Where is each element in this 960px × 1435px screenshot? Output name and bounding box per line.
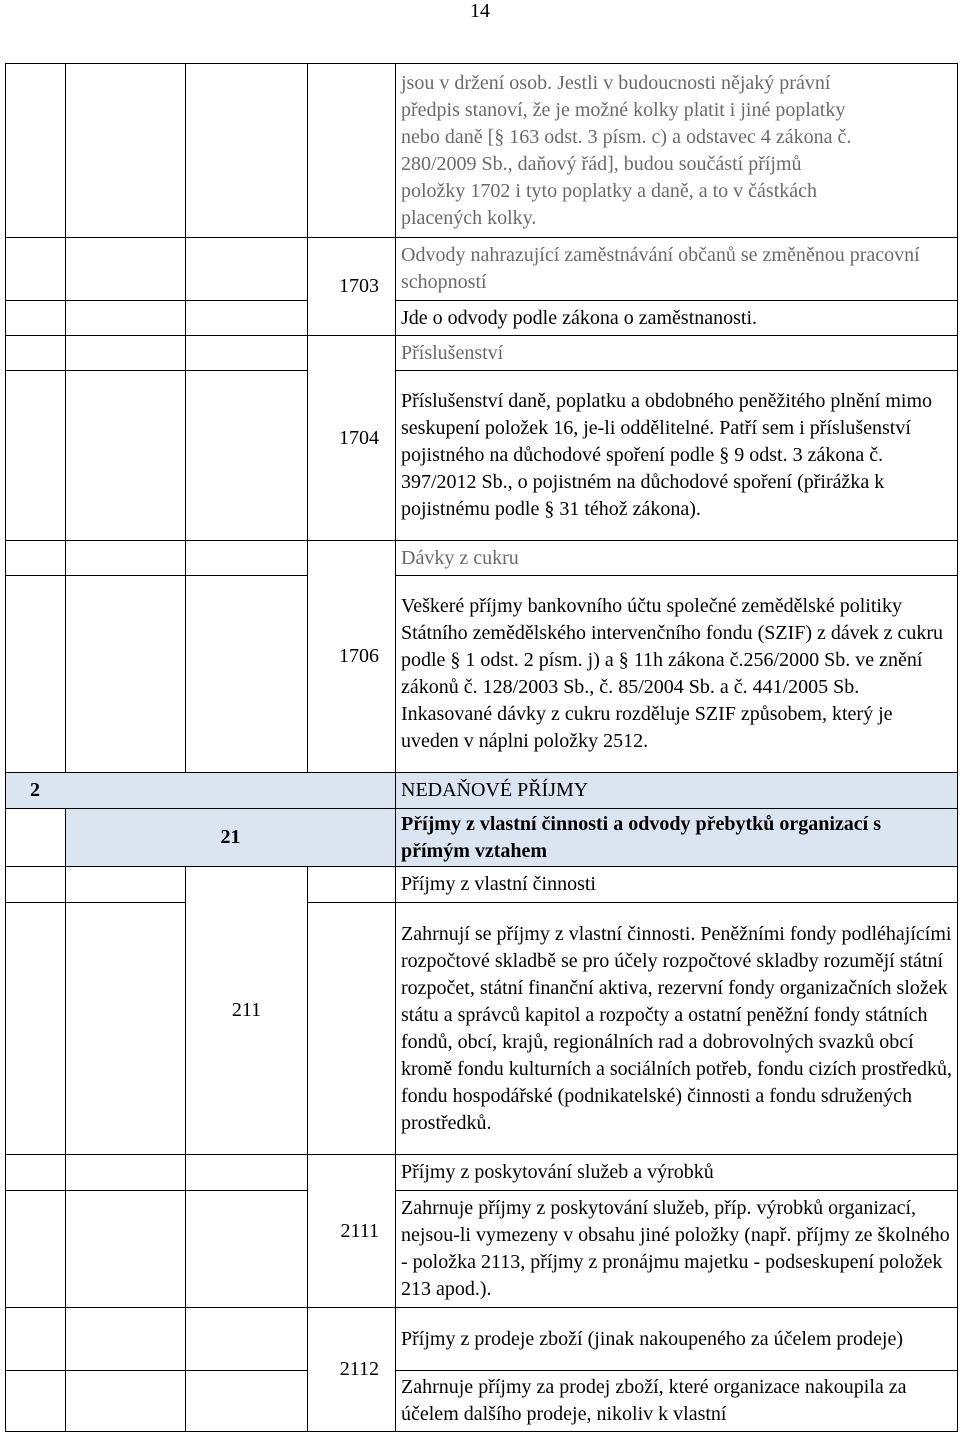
subgroup-title: Příjmy z vlastní činnosti — [396, 867, 958, 903]
item-code: 1706 — [308, 541, 396, 773]
item-title: Příslušenství — [396, 336, 958, 371]
item-description: Zahrnuje příjmy za prodej zboží, které organizace nakoupila za účelem dalšího prodeje, nikoliv k vlastní — [396, 1371, 958, 1432]
item-title: Dávky z cukru — [396, 541, 958, 576]
subgroup-description: Zahrnují se příjmy z vlastní činnosti. Peněžními fondy podléhajícími rozpočtové skladbě se pro účely rozpočtové skladby rozumějí státní rozpočet, státní finanční aktiva, rezervní fondy organizačních složek státu a správců kapitol a rozpočty a ostatní peněžní fondy státních fondů, obcí, krajů, regionálních rad a dobrovolných svazků obcí kromě fondu kulturních a sociálních potřeb, fondu cizích prostředků, fondu hospodářské (podnikatelské) činnosti a fondu sdružených prostředků. — [396, 903, 958, 1155]
item-code: 2111 — [308, 1155, 396, 1308]
item-description: Veškeré příjmy bankovního účtu společné zemědělské politiky Státního zemědělského intervenčního fondu (SZIF) z dávek z cukru podle § 1 odst. 2 písm. j) a § 11h zákona č.256/2000 Sb. ve znění zákonů č. 128/2003 Sb., č. 85/2004 Sb. a č. 441/2005 Sb. Inkasované dávky z cukru rozděluje SZIF způsobem, který je uveden v náplni položky 2512. — [396, 576, 958, 773]
group-code: 21 — [66, 809, 396, 867]
item-code: 1704 — [308, 336, 396, 541]
group-title: Příjmy z vlastní činnosti a odvody přebytků organizací s přímým vztahem — [396, 809, 958, 867]
budget-classification-table — [5, 63, 957, 1432]
class-code: 2 — [6, 773, 396, 809]
item-description: Zahrnuje příjmy z poskytování služeb, příp. výrobků organizací, nejsou-li vymezeny v obsahu jiné položky (např. příjmy ze školného - položka 2113, příjmy z pronájmu majetku - podseskupení položek 213 apod.). — [396, 1191, 958, 1308]
item-description: Příslušenství daně, poplatku a obdobného peněžitého plnění mimo seskupení položek 16, je-li oddělitelné. Patří sem i příslušenství pojistného na důchodové spoření podle § 9 odst. 3 zákona č. 397/2012 Sb., o pojistném na důchodové spoření (přirážka k pojistnému podle § 31 téhož zákona). — [396, 371, 958, 541]
subgroup-code: 211 — [186, 867, 308, 1155]
item-title: Odvody nahrazující zaměstnávání občanů se změněnou pracovní schopností — [396, 238, 958, 301]
item-description: Jde o odvody podle zákona o zaměstnanosti. — [396, 301, 958, 336]
page-number: 14 — [470, 0, 490, 22]
continuation-text: jsou v držení osob. Jestli v budoucnosti nějaký právní předpis stanoví, že je možné kolky platit i jiné poplatky nebo daně [§ 163 odst. 3 písm. c) a odstavec 4 zákona č. 280/2009 Sb., daňový řád], budou součástí příjmů položky 1702 i tyto poplatky a daně, a to v částkách placených kolky. — [396, 64, 958, 238]
item-title: Příjmy z poskytování služeb a výrobků — [396, 1155, 958, 1191]
item-code: 2112 — [308, 1308, 396, 1432]
item-title: Příjmy z prodeje zboží (jinak nakoupeného za účelem prodeje) — [396, 1308, 958, 1371]
item-code: 1703 — [308, 238, 396, 336]
class-title: NEDAŇOVÉ PŘÍJMY — [396, 773, 958, 809]
